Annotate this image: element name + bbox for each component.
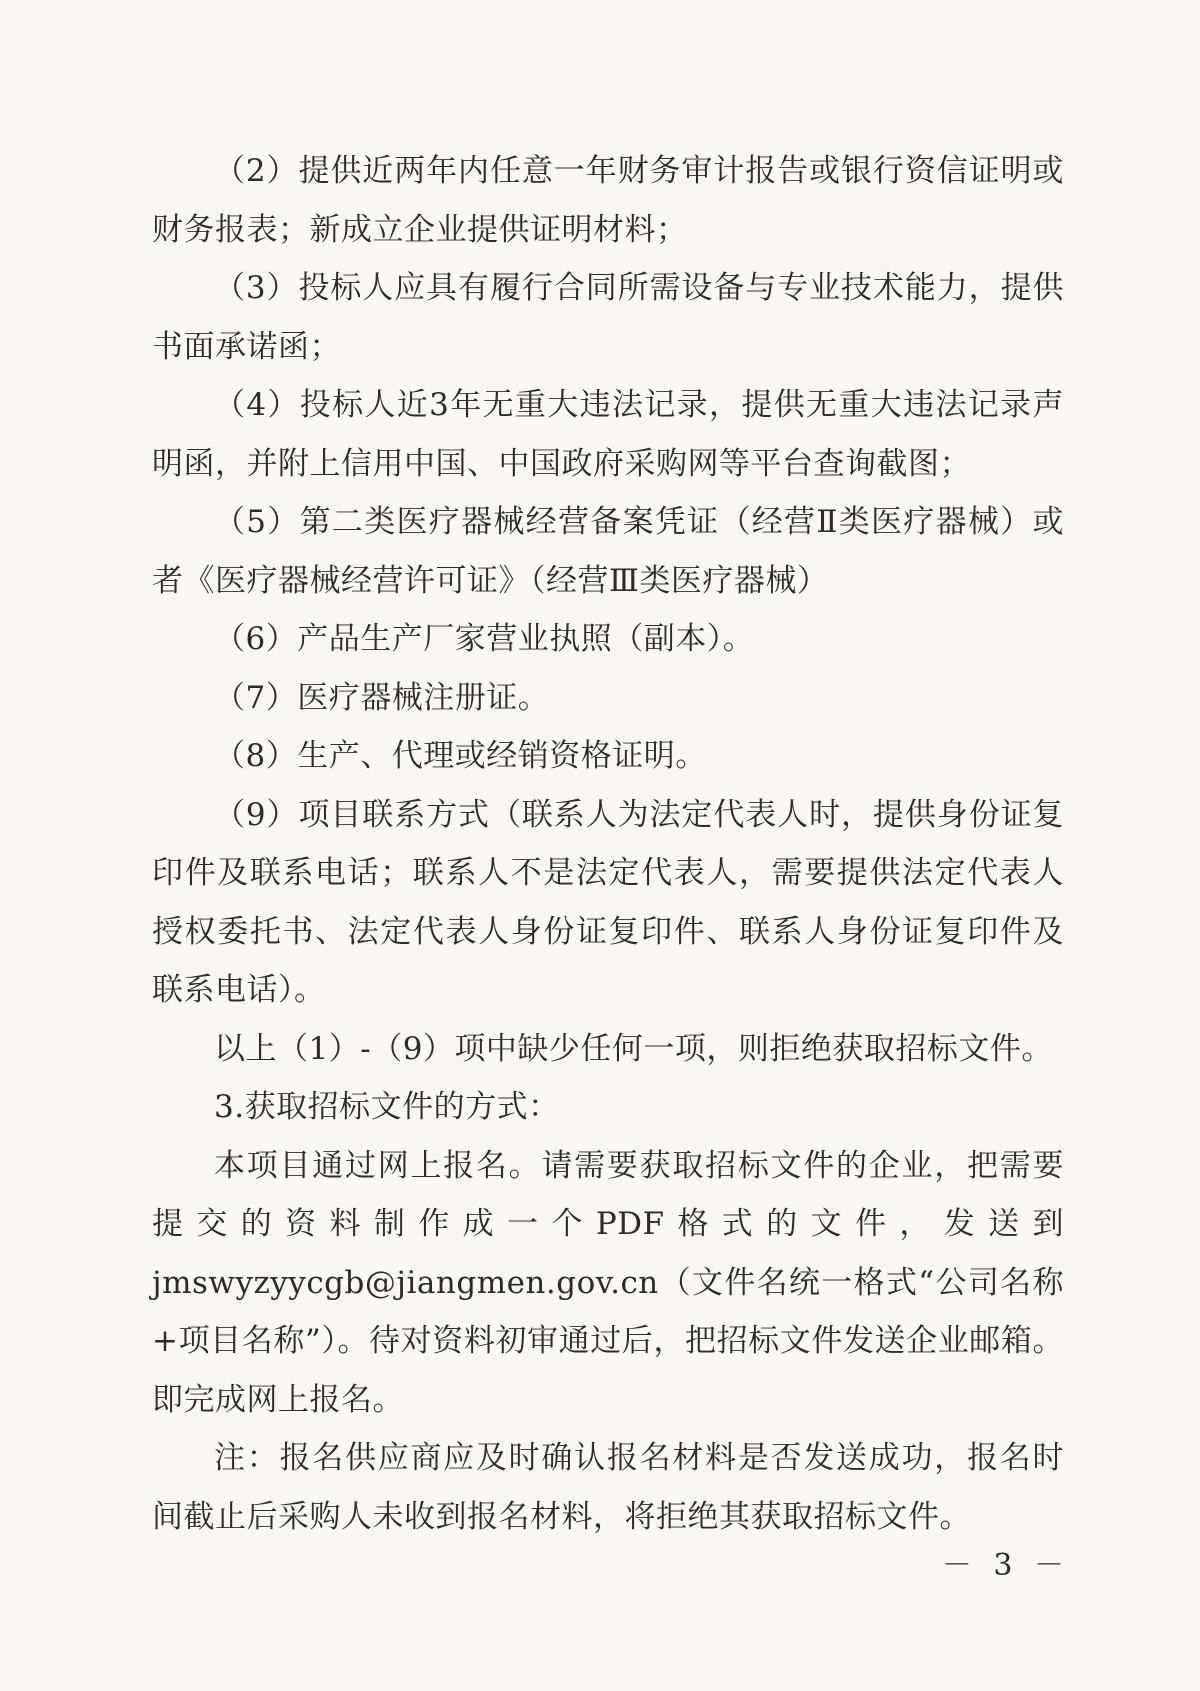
paragraph-item-8: （8）生产、代理或经销资格证明。 (214, 738, 707, 774)
paragraph-item-7: （7）医疗器械注册证。 (214, 679, 550, 716)
paragraph-item-2: （2）提供近两年内任意一年财务审计报告或银行资信证明或财务报表；新成立企业提供证明材料； (152, 153, 1064, 248)
paragraph-item-9: （9）项目联系方式（联系人为法定代表人时，提供身份证复印件及联系电话；联系人不是法定代表人，需要提供法定代表人授权委托书、法定代表人身份证复印件、联系人身份证复印件及联系电话）。 (152, 796, 1064, 1008)
paragraph-registration: 本项目通过网上报名。请需要获取招标文件的企业，把需要提交的资料制作成一个PDF格式的文件，发送到jmswyzyycgb@jiangmen.gov.cn（文件名统一格式“公司名称+项目名称”）。待对资料初审通过后，把招标文件发送企业邮箱。即完成网上报名。 (152, 1147, 1064, 1418)
paragraph-summary: 以上（1）-（9）项中缺少任何一项，则拒绝获取招标文件。 (214, 1030, 1053, 1067)
paragraph-item-3: （3）投标人应具有履行合同所需设备与专业技术能力，提供书面承诺函； (152, 270, 1064, 365)
section-heading-acquisition: 3.获取招标文件的方式： (214, 1089, 560, 1125)
paragraph-item-6: （6）产品生产厂家营业执照（副本）。 (214, 621, 755, 657)
page-number: － 3 － (941, 1548, 1070, 1583)
paragraph-item-5: （5）第二类医疗器械经营备案凭证（经营Ⅱ类医疗器械）或者《医疗器械经营许可证》（经营Ⅲ类医疗器械） (152, 504, 1064, 599)
paragraph-item-4: （4）投标人近3年无重大违法记录，提供无重大违法记录声明函，并附上信用中国、中国政府采购网等平台查询截图； (152, 387, 1064, 482)
paragraph-note: 注：报名供应商应及时确认报名材料是否发送成功，报名时间截止后采购人未收到报名材料，将拒绝其获取招标文件。 (152, 1440, 1064, 1535)
document-body (152, 142, 1064, 1546)
